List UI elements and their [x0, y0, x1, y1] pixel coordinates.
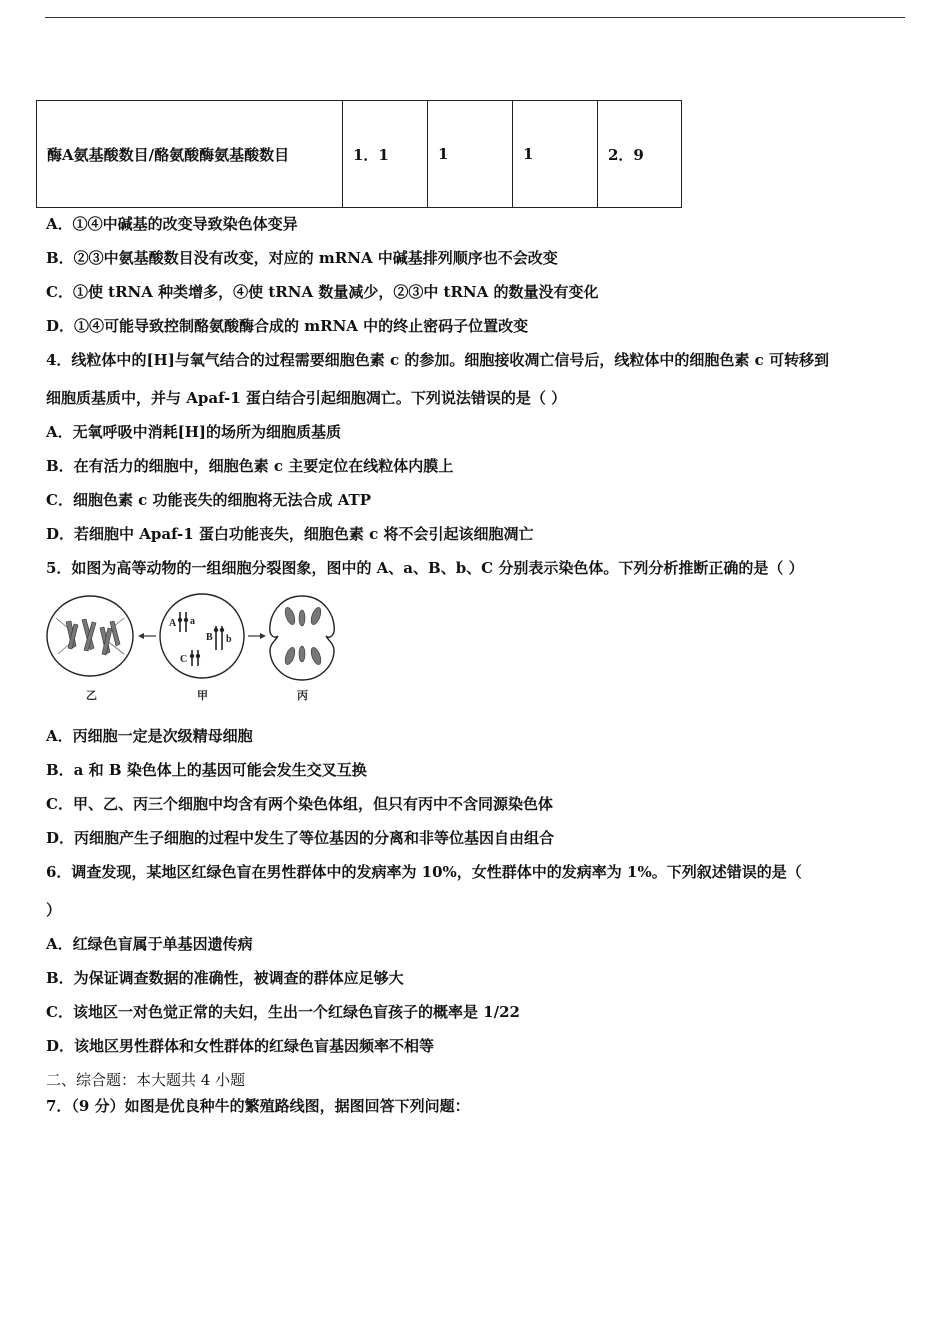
q3-option-a: A．①④中碱基的改变导致染色体变异	[46, 215, 298, 233]
table-cell: 1	[513, 101, 598, 208]
cell-label-bing: 丙	[297, 689, 308, 702]
q4-option-d: D．若细胞中 Apaf-1 蛋白功能丧失，细胞色素 c 将不会引起该细胞凋亡	[46, 525, 534, 543]
q5-option-b: B．a 和 B 染色体上的基因可能会发生交叉互换	[46, 761, 367, 779]
chromosome-label-a-lower: a	[190, 616, 195, 627]
q4-stem-line2: 细胞质基质中，并与 Apaf-1 蛋白结合引起细胞凋亡。下列说法错误的是（ ）	[46, 389, 567, 407]
q3-option-b: B．②③中氨基酸数目没有改变，对应的 mRNA 中碱基排列顺序也不会改变	[46, 249, 558, 267]
chromosome-label-b-upper: B	[206, 632, 213, 643]
q6-option-a: A．红绿色盲属于单基因遗传病	[46, 935, 253, 953]
q6-option-b: B．为保证调查数据的准确性，被调查的群体应足够大	[46, 969, 404, 987]
q6-option-c: C．该地区一对色觉正常的夫妇，生出一个红绿色盲孩子的概率是 1/22	[46, 1003, 520, 1021]
cell-bing	[270, 596, 334, 680]
arrow-to-bing	[248, 633, 266, 639]
q5-option-c: C．甲、乙、丙三个细胞中均含有两个染色体组，但只有丙中不含同源染色体	[46, 795, 553, 813]
table-cell: 2．9	[598, 101, 682, 208]
amino-acid-table	[36, 100, 682, 208]
q5-stem: 5．如图为高等动物的一组细胞分裂图象，图中的 A、a、B、b、C 分别表示染色体。下列分析推断正确的是（ ）	[46, 559, 804, 577]
cell-division-diagram	[44, 588, 344, 708]
q7-stem: 7．（9 分）如图是优良种牛的繁殖路线图，据图回答下列问题：	[46, 1097, 470, 1115]
chromosome-label-b-lower: b	[226, 634, 232, 645]
q3-option-c: C．①使 tRNA 种类增多，④使 tRNA 数量减少，②③中 tRNA 的数量没有变化	[46, 283, 599, 301]
q6-stem-line1: 6．调查发现，某地区红绿色盲在男性群体中的发病率为 10%，女性群体中的发病率为 1%。下列叙述错误的是（	[46, 863, 802, 881]
table-cell: 1．1	[343, 101, 428, 208]
section-heading: 二、综合题：本大题共 4 小题	[46, 1071, 246, 1089]
arrow-to-yi	[138, 633, 156, 639]
q6-stem-line2: ）	[46, 901, 62, 919]
cell-division-figure	[44, 588, 344, 708]
q5-option-d: D．丙细胞产生子细胞的过程中发生了等位基因的分离和非等位基因自由组合	[46, 829, 555, 847]
q4-option-a: A．无氧呼吸中消耗[H]的场所为细胞质基质	[46, 423, 342, 441]
header-rule	[45, 17, 905, 18]
cell-yi	[47, 596, 133, 676]
cell-jia	[160, 594, 244, 678]
chromosome-label-a-upper: A	[169, 618, 177, 629]
q4-stem-line1: 4．线粒体中的[H]与氧气结合的过程需要细胞色素 c 的参加。细胞接收凋亡信号后，线粒体中的细胞色素 c 可转移到	[46, 351, 829, 369]
q5-option-a: A．丙细胞一定是次级精母细胞	[46, 727, 253, 745]
q6-option-d: D．该地区男性群体和女性群体的红绿色盲基因频率不相等	[46, 1037, 435, 1055]
cell-label-yi: 乙	[86, 689, 97, 702]
cell-label-jia: 甲	[197, 689, 208, 702]
chromosome-label-c: C	[180, 654, 188, 665]
q4-option-c: C．细胞色素 c 功能丧失的细胞将无法合成 ATP	[46, 491, 371, 509]
table-row-label: 酶A氨基酸数目/酪氨酸酶氨基酸数目	[37, 101, 343, 208]
table-cell: 1	[428, 101, 513, 208]
q3-option-d: D．①④可能导致控制酪氨酸酶合成的 mRNA 中的终止密码子位置改变	[46, 317, 529, 335]
q4-option-b: B．在有活力的细胞中，细胞色素 c 主要定位在线粒体内膜上	[46, 457, 454, 475]
table-row	[37, 101, 682, 208]
